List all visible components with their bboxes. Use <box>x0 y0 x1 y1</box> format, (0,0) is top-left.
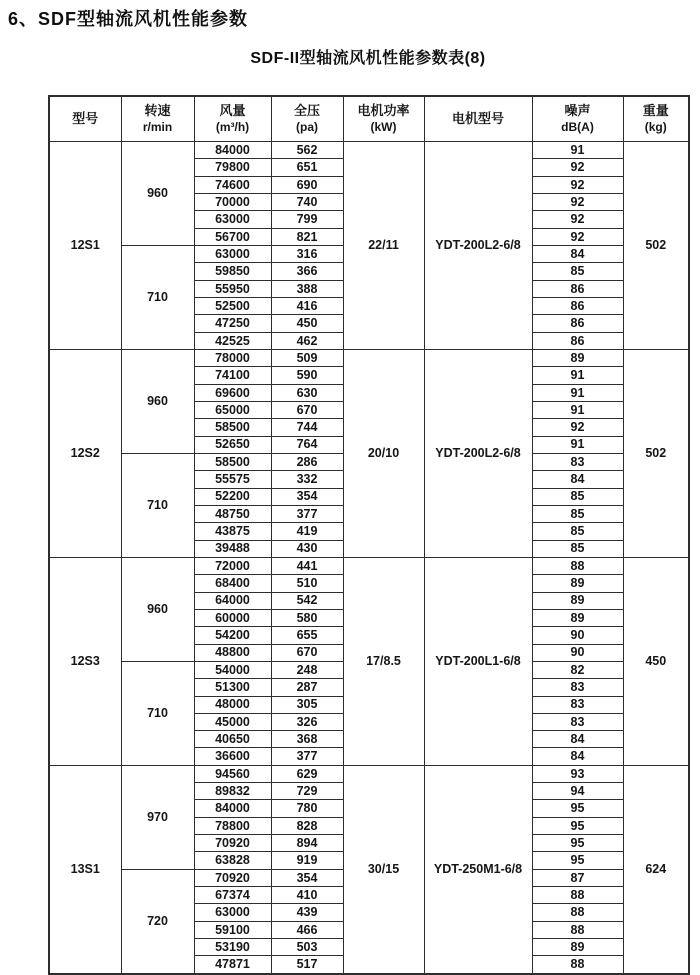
airflow-cell: 48000 <box>194 696 271 713</box>
weight-cell: 502 <box>623 349 689 557</box>
noise-cell: 85 <box>532 523 623 540</box>
pressure-cell: 542 <box>271 592 343 609</box>
airflow-cell: 58500 <box>194 419 271 436</box>
model-cell: 12S2 <box>49 349 121 557</box>
pressure-cell: 305 <box>271 696 343 713</box>
airflow-cell: 55575 <box>194 471 271 488</box>
airflow-cell: 52650 <box>194 436 271 453</box>
noise-cell: 91 <box>532 367 623 384</box>
col-header-noise <box>532 96 623 142</box>
header-unit: (kg) <box>644 119 667 134</box>
pressure-cell: 821 <box>271 228 343 245</box>
noise-cell: 86 <box>532 297 623 314</box>
pressure-cell: 509 <box>271 349 343 366</box>
noise-cell: 89 <box>532 592 623 609</box>
airflow-cell: 70000 <box>194 193 271 210</box>
pressure-cell: 919 <box>271 852 343 869</box>
pressure-cell: 828 <box>271 817 343 834</box>
airflow-cell: 68400 <box>194 575 271 592</box>
pressure-cell: 562 <box>271 142 343 159</box>
header-unit: (kW) <box>370 119 397 134</box>
airflow-cell: 56700 <box>194 228 271 245</box>
speed-cell: 710 <box>121 661 194 765</box>
noise-cell: 88 <box>532 887 623 904</box>
airflow-cell: 59850 <box>194 263 271 280</box>
noise-cell: 85 <box>532 540 623 557</box>
table-row <box>49 349 689 366</box>
airflow-cell: 54200 <box>194 627 271 644</box>
header-unit: r/min <box>142 119 173 134</box>
col-header-speed <box>121 96 194 142</box>
pressure-cell: 388 <box>271 280 343 297</box>
table-row <box>49 142 689 159</box>
weight-cell: 502 <box>623 142 689 350</box>
noise-cell: 95 <box>532 800 623 817</box>
motor-cell: YDT-200L2-6/8 <box>424 349 532 557</box>
speed-cell: 960 <box>121 557 194 661</box>
noise-cell: 89 <box>532 575 623 592</box>
airflow-cell: 65000 <box>194 401 271 418</box>
airflow-cell: 74100 <box>194 367 271 384</box>
pressure-cell: 744 <box>271 419 343 436</box>
pressure-cell: 326 <box>271 713 343 730</box>
noise-cell: 88 <box>532 904 623 921</box>
header-line: 全压 <box>293 102 320 118</box>
pressure-cell: 740 <box>271 193 343 210</box>
noise-cell: 84 <box>532 748 623 765</box>
speed-cell: 960 <box>121 142 194 246</box>
noise-cell: 95 <box>532 817 623 834</box>
noise-cell: 83 <box>532 713 623 730</box>
performance-table-body <box>49 142 689 974</box>
airflow-cell: 74600 <box>194 176 271 193</box>
airflow-cell: 84000 <box>194 800 271 817</box>
noise-cell: 94 <box>532 783 623 800</box>
speed-cell: 960 <box>121 349 194 453</box>
airflow-cell: 67374 <box>194 887 271 904</box>
pressure-cell: 416 <box>271 297 343 314</box>
noise-cell: 91 <box>532 384 623 401</box>
airflow-cell: 63000 <box>194 904 271 921</box>
airflow-cell: 79800 <box>194 159 271 176</box>
noise-cell: 83 <box>532 696 623 713</box>
header-line: 重量 <box>642 102 669 118</box>
pressure-cell: 377 <box>271 505 343 522</box>
pressure-cell: 580 <box>271 609 343 626</box>
noise-cell: 93 <box>532 765 623 782</box>
table-title: SDF-II型轴流风机性能参数表(8) <box>250 50 486 67</box>
noise-cell: 90 <box>532 644 623 661</box>
pressure-cell: 629 <box>271 765 343 782</box>
pressure-cell: 651 <box>271 159 343 176</box>
col-header-model <box>49 96 121 142</box>
header-line: 型号 <box>72 110 99 126</box>
noise-cell: 92 <box>532 159 623 176</box>
airflow-cell: 54000 <box>194 661 271 678</box>
power-cell: 20/10 <box>343 349 424 557</box>
airflow-cell: 52500 <box>194 297 271 314</box>
pressure-cell: 377 <box>271 748 343 765</box>
airflow-cell: 48800 <box>194 644 271 661</box>
col-header-weight <box>623 96 689 142</box>
performance-table <box>48 95 690 975</box>
table-row <box>49 765 689 782</box>
pressure-cell: 670 <box>271 644 343 661</box>
noise-cell: 89 <box>532 349 623 366</box>
noise-cell: 88 <box>532 956 623 974</box>
pressure-cell: 248 <box>271 661 343 678</box>
noise-cell: 85 <box>532 488 623 505</box>
noise-cell: 85 <box>532 505 623 522</box>
noise-cell: 87 <box>532 869 623 886</box>
model-cell: 12S3 <box>49 557 121 765</box>
noise-cell: 84 <box>532 731 623 748</box>
airflow-cell: 84000 <box>194 142 271 159</box>
pressure-cell: 630 <box>271 384 343 401</box>
noise-cell: 85 <box>532 263 623 280</box>
airflow-cell: 40650 <box>194 731 271 748</box>
noise-cell: 86 <box>532 280 623 297</box>
speed-cell: 720 <box>121 869 194 973</box>
pressure-cell: 332 <box>271 471 343 488</box>
header-unit: (m³/h) <box>215 119 250 134</box>
model-cell: 13S1 <box>49 765 121 973</box>
header-row <box>49 96 689 142</box>
pressure-cell: 316 <box>271 245 343 262</box>
header-line: 电机功率 <box>357 102 410 118</box>
header-unit: dB(A) <box>561 119 594 134</box>
airflow-cell: 58500 <box>194 453 271 470</box>
airflow-cell: 64000 <box>194 592 271 609</box>
col-header-motor <box>424 96 532 142</box>
pressure-cell: 410 <box>271 887 343 904</box>
table-row <box>49 557 689 574</box>
noise-cell: 84 <box>532 471 623 488</box>
header-line: 噪声 <box>564 102 591 118</box>
noise-cell: 92 <box>532 419 623 436</box>
page-title: 6、SDF型轴流风机性能参数 <box>8 9 249 29</box>
airflow-cell: 51300 <box>194 679 271 696</box>
airflow-cell: 60000 <box>194 609 271 626</box>
airflow-cell: 47871 <box>194 956 271 974</box>
pressure-cell: 503 <box>271 939 343 956</box>
col-header-pressure <box>271 96 343 142</box>
noise-cell: 90 <box>532 627 623 644</box>
pressure-cell: 287 <box>271 679 343 696</box>
airflow-cell: 78800 <box>194 817 271 834</box>
speed-cell: 710 <box>121 245 194 349</box>
airflow-cell: 43875 <box>194 523 271 540</box>
weight-cell: 450 <box>623 557 689 765</box>
airflow-cell: 94560 <box>194 765 271 782</box>
pressure-cell: 419 <box>271 523 343 540</box>
pressure-cell: 354 <box>271 869 343 886</box>
col-header-airflow <box>194 96 271 142</box>
pressure-cell: 368 <box>271 731 343 748</box>
pressure-cell: 430 <box>271 540 343 557</box>
noise-cell: 92 <box>532 176 623 193</box>
pressure-cell: 466 <box>271 921 343 938</box>
power-cell: 30/15 <box>343 765 424 973</box>
airflow-cell: 78000 <box>194 349 271 366</box>
pressure-cell: 655 <box>271 627 343 644</box>
airflow-cell: 52200 <box>194 488 271 505</box>
pressure-cell: 780 <box>271 800 343 817</box>
pressure-cell: 670 <box>271 401 343 418</box>
airflow-cell: 63000 <box>194 245 271 262</box>
noise-cell: 86 <box>532 315 623 332</box>
airflow-cell: 69600 <box>194 384 271 401</box>
airflow-cell: 36600 <box>194 748 271 765</box>
header-unit: (pa) <box>296 119 318 134</box>
pressure-cell: 450 <box>271 315 343 332</box>
header-line: 转速 <box>144 102 171 118</box>
airflow-cell: 48750 <box>194 505 271 522</box>
col-header-power <box>343 96 424 142</box>
pressure-cell: 439 <box>271 904 343 921</box>
pressure-cell: 799 <box>271 211 343 228</box>
noise-cell: 83 <box>532 453 623 470</box>
pressure-cell: 764 <box>271 436 343 453</box>
speed-cell: 710 <box>121 453 194 557</box>
noise-cell: 92 <box>532 228 623 245</box>
noise-cell: 82 <box>532 661 623 678</box>
airflow-cell: 45000 <box>194 713 271 730</box>
noise-cell: 89 <box>532 939 623 956</box>
pressure-cell: 366 <box>271 263 343 280</box>
airflow-cell: 89832 <box>194 783 271 800</box>
header-line: 风量 <box>219 102 246 118</box>
power-cell: 22/11 <box>343 142 424 350</box>
noise-cell: 91 <box>532 401 623 418</box>
motor-cell: YDT-200L2-6/8 <box>424 142 532 350</box>
noise-cell: 91 <box>532 436 623 453</box>
pressure-cell: 441 <box>271 557 343 574</box>
airflow-cell: 59100 <box>194 921 271 938</box>
noise-cell: 83 <box>532 679 623 696</box>
noise-cell: 91 <box>532 142 623 159</box>
speed-cell: 970 <box>121 765 194 869</box>
noise-cell: 89 <box>532 609 623 626</box>
noise-cell: 92 <box>532 211 623 228</box>
airflow-cell: 63000 <box>194 211 271 228</box>
model-cell: 12S1 <box>49 142 121 350</box>
airflow-cell: 63828 <box>194 852 271 869</box>
airflow-cell: 47250 <box>194 315 271 332</box>
pressure-cell: 510 <box>271 575 343 592</box>
pressure-cell: 894 <box>271 835 343 852</box>
motor-cell: YDT-200L1-6/8 <box>424 557 532 765</box>
pressure-cell: 517 <box>271 956 343 974</box>
airflow-cell: 72000 <box>194 557 271 574</box>
noise-cell: 88 <box>532 557 623 574</box>
noise-cell: 95 <box>532 852 623 869</box>
weight-cell: 624 <box>623 765 689 973</box>
airflow-cell: 55950 <box>194 280 271 297</box>
noise-cell: 88 <box>532 921 623 938</box>
pressure-cell: 729 <box>271 783 343 800</box>
noise-cell: 95 <box>532 835 623 852</box>
pressure-cell: 590 <box>271 367 343 384</box>
header-line: 电机型号 <box>451 110 504 126</box>
airflow-cell: 70920 <box>194 835 271 852</box>
pressure-cell: 286 <box>271 453 343 470</box>
airflow-cell: 70920 <box>194 869 271 886</box>
pressure-cell: 690 <box>271 176 343 193</box>
pressure-cell: 354 <box>271 488 343 505</box>
airflow-cell: 42525 <box>194 332 271 349</box>
noise-cell: 86 <box>532 332 623 349</box>
airflow-cell: 53190 <box>194 939 271 956</box>
pressure-cell: 462 <box>271 332 343 349</box>
motor-cell: YDT-250M1-6/8 <box>424 765 532 973</box>
noise-cell: 92 <box>532 193 623 210</box>
noise-cell: 84 <box>532 245 623 262</box>
power-cell: 17/8.5 <box>343 557 424 765</box>
airflow-cell: 39488 <box>194 540 271 557</box>
